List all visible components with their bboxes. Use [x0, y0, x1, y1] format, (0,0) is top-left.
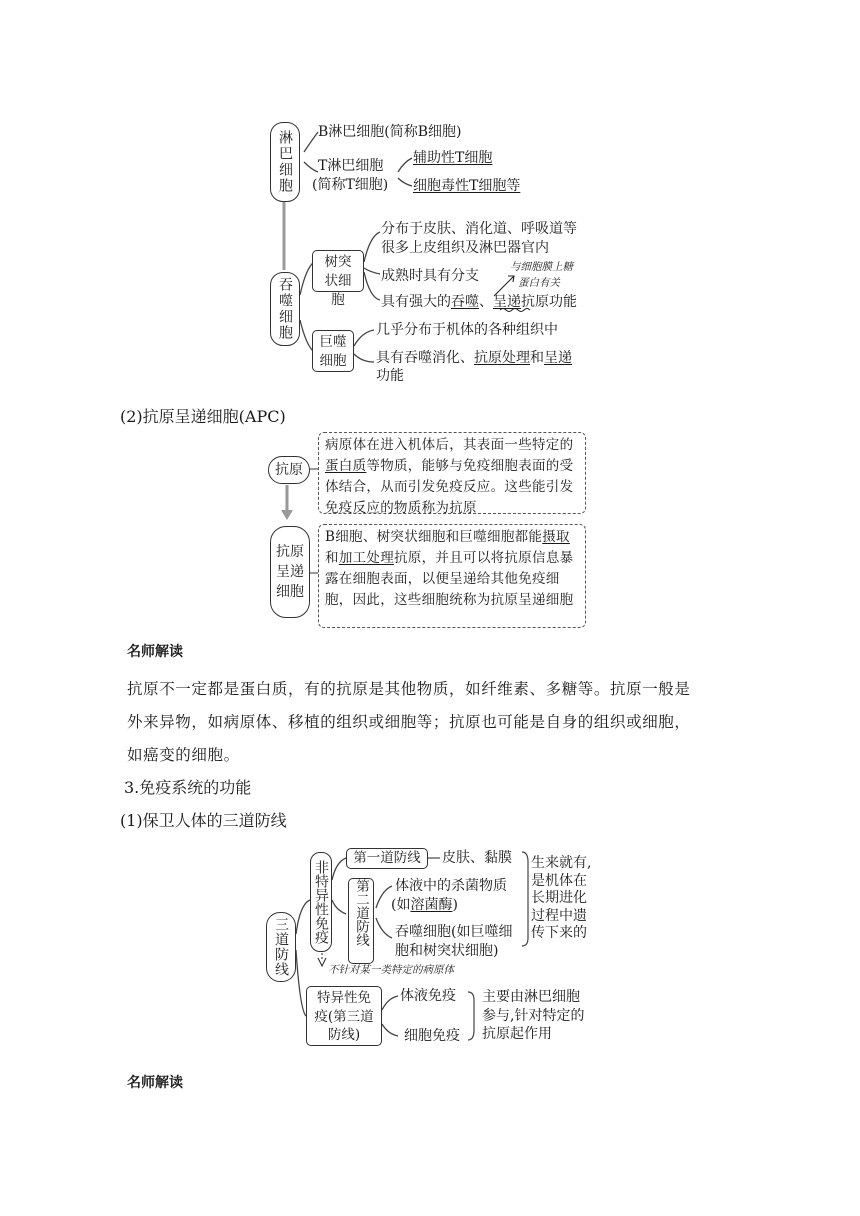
specific-label-1: 特异性免	[317, 990, 371, 1006]
apc-desc-uptake: 摄取	[542, 529, 570, 545]
master-note-label-2: 名师解读	[127, 1075, 183, 1091]
first-line-label: 第一道防线	[353, 850, 421, 866]
specific-desc-2: 参与,针对特定的	[482, 1007, 585, 1024]
dc-line-4-phago: 吞噬	[451, 294, 479, 310]
mac-line-2-mid: 和	[530, 350, 544, 366]
mac-line-2-pre: 具有吞噬消化、	[376, 350, 474, 366]
second-line-box	[348, 878, 374, 964]
specific-label-3: 防线)	[327, 1027, 361, 1043]
handwritten-note-2: 蛋白有关	[518, 277, 560, 289]
dc-line-4-post: 抗原功能	[521, 294, 577, 310]
specific-label-2: 疫(第三道	[314, 1008, 374, 1025]
master-note-line-1: 抗原不一定都是蛋白质，有的抗原是其他物质，如纤维素、多糖等。抗原一般是	[127, 680, 691, 698]
t-cell-text-2: (简称T细胞)	[312, 177, 389, 193]
cellular-text: 细胞免疫	[404, 1028, 460, 1044]
second-line-text-2	[391, 897, 458, 914]
mac-line-3: 功能	[376, 368, 404, 384]
second-line-text-1: 体液中的杀菌物质	[395, 878, 507, 894]
dc-line-1: 分布于皮肤、消化道、呼吸道等	[381, 221, 577, 237]
apc-desc-process: 加工处理	[338, 550, 395, 566]
specific-desc-1: 主要由淋巴细胞	[482, 989, 580, 1005]
second-line-text-4: 胞和树突状细胞)	[395, 943, 499, 959]
apc-label: 抗原呈递细胞	[276, 544, 304, 600]
lymphocyte-label: 淋巴细胞	[277, 130, 293, 194]
innate-desc-2: 是机体在	[531, 872, 587, 889]
second-line-text-2-pre: (如	[391, 897, 411, 913]
apc-desc-pre: B细胞、树突状细胞和巨噬细胞都能	[325, 529, 543, 545]
three-lines-label: 三道防线	[273, 917, 289, 977]
antigen-desc-post: 等物质，能够与免疫细胞表面的受体结合，从而引发免疫反应。这些能引发免疫反应的物质称为抗原	[325, 458, 574, 516]
specific-desc-3: 抗原起作用	[482, 1026, 552, 1042]
first-line-box	[346, 848, 428, 869]
innate-desc-5: 传下来的	[531, 925, 587, 941]
nonspecific-box	[310, 852, 332, 952]
innate-desc	[531, 855, 591, 943]
apc-desc-post: 抗原，并且可以将抗原信息暴露在细胞表面，以便呈递给其他免疫细胞，因此，这些细胞统称为抗原呈递细胞	[325, 550, 574, 608]
dc-line-4-present: 呈递	[493, 294, 521, 310]
macrophage-label: 巨噬细胞	[319, 334, 347, 369]
dc-line-4-pre: 具有强大的	[381, 294, 451, 310]
second-line-label: 第二道防线	[353, 879, 369, 947]
antigen-desc-protein: 蛋白质	[325, 458, 367, 474]
dc-line-4-sep: 、	[479, 294, 493, 310]
second-line-text-2-post: )	[452, 897, 458, 913]
section-3-heading: 3.免疫系统的功能	[124, 778, 252, 797]
mac-line-2-present: 呈递	[544, 350, 572, 366]
specific-desc	[482, 988, 584, 1044]
nonspecific-label: 非特异性免疫	[313, 860, 329, 944]
dc-line-2: 很多上皮组织及淋巴器官内	[381, 240, 549, 256]
master-note-label-1: 名师解读	[127, 644, 183, 660]
master-note-line-3: 如癌变的细胞。	[127, 746, 240, 764]
section-apc-heading: (2)抗原呈递细胞(APC)	[120, 407, 286, 426]
antigen-desc-pre: 病原体在进入机体后，其表面一些特定的	[325, 437, 574, 453]
dendritic-label: 树突状细胞	[324, 254, 352, 308]
innate-desc-4: 过程中遗	[531, 907, 587, 924]
helper-t-text: 辅助性T细胞	[413, 150, 493, 166]
second-line-text-3: 吞噬细胞(如巨噬细	[395, 924, 513, 940]
t-cell-text-1: T淋巴细胞	[318, 158, 384, 174]
first-line-items: 皮肤、黏膜	[442, 850, 512, 866]
b-cell-text: B淋巴细胞(简称B细胞)	[318, 124, 462, 140]
lysozyme-text: 溶菌酶	[410, 897, 453, 913]
section-3-1-heading: (1)保卫人体的三道防线	[120, 811, 287, 830]
specific-box	[306, 986, 382, 1046]
mac-line-2-antigen: 抗原处理	[474, 350, 530, 366]
master-note-line-2: 外来异物，如病原体、移植的组织或细胞等；抗原也可能是自身的组织或细胞，	[127, 713, 691, 731]
handwritten-note-3: 不针对某一类特定的病原体	[328, 964, 454, 976]
humoral-text: 体液免疫	[400, 988, 456, 1004]
innate-desc-1: 生来就有,	[531, 855, 592, 871]
handwritten-note-1: 与细胞膜上糖	[510, 261, 573, 273]
mac-line-1: 几乎分布于机体的各种组织中	[376, 322, 558, 338]
cytotoxic-t-label: 细胞毒性T细胞等	[413, 178, 521, 194]
dc-line-3: 成熟时具有分支	[381, 268, 479, 284]
innate-desc-3: 长期进化	[531, 890, 587, 906]
apc-desc-mid: 和	[325, 550, 339, 566]
phagocyte-label: 吞噬细胞	[277, 277, 293, 341]
three-lines-box	[266, 912, 296, 982]
antigen-label: 抗原	[275, 462, 303, 478]
